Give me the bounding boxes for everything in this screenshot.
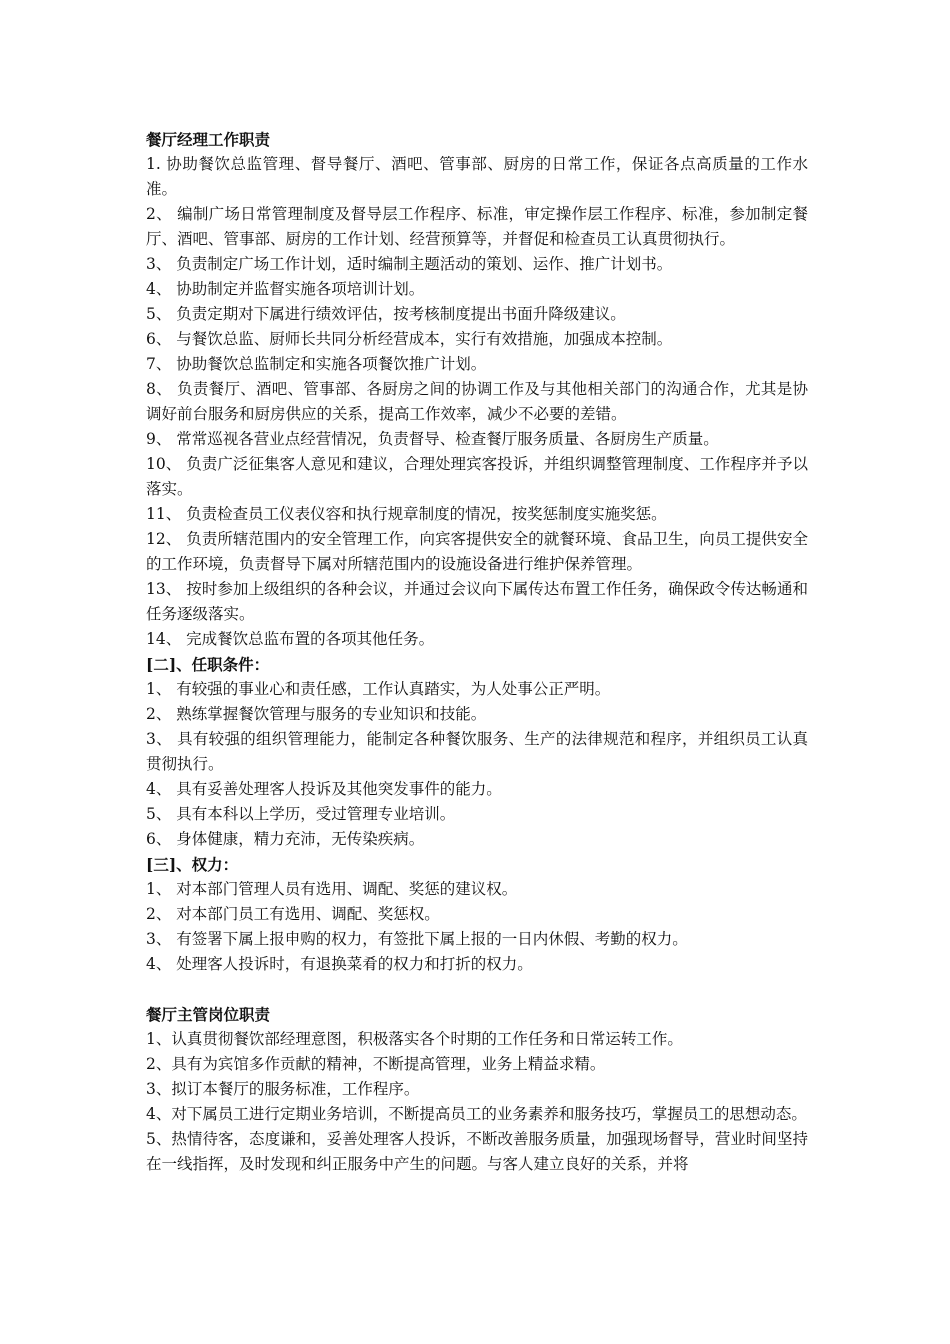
- list-item: 11、 负责检查员工仪表仪容和执行规章制度的情况，按奖惩制度实施奖惩。: [146, 505, 667, 523]
- list-item: 1、 有较强的事业心和责任感，工作认真踏实，为人处事公正严明。: [146, 680, 611, 698]
- section-title-authority: [三]、权力：: [146, 855, 239, 874]
- list-item: 12、 负责所辖范围内的安全管理工作，向宾客提供安全的就餐环境、食品卫生，向员工提供安全的工作环境，负责督导下属对所辖范围内的设施设备进行维护保养管理。: [146, 530, 808, 573]
- list-item: 5、热情待客，态度谦和，妥善处理客人投诉，不断改善服务质量，加强现场督导，营业时间坚持在一线指挥，及时发现和纠正服务中产生的问题。与客人建立良好的关系，并将: [146, 1130, 808, 1173]
- list-item: 1. 协助餐饮总监管理、督导餐厅、酒吧、管事部、厨房的日常工作，保证各点高质量的工作水准。: [146, 155, 808, 198]
- list-item: 6、 身体健康，精力充沛，无传染疾病。: [146, 830, 425, 848]
- list-item: 5、 负责定期对下属进行绩效评估，按考核制度提出书面升降级建议。: [146, 305, 626, 323]
- list-item: 8、 负责餐厅、酒吧、管事部、各厨房之间的协调工作及与其他相关部门的沟通合作，尤其是协调好前台服务和厨房供应的关系，提高工作效率，减少不必要的差错。: [146, 380, 808, 423]
- section-title-supervisor-duties: 餐厅主管岗位职责: [146, 1005, 271, 1024]
- list-item: 2、 对本部门员工有选用、调配、奖惩权。: [146, 905, 440, 923]
- list-item: 5、 具有本科以上学历，受过管理专业培训。: [146, 805, 456, 823]
- list-item: 10、 负责广泛征集客人意见和建议，合理处理宾客投诉，并组织调整管理制度、工作程序并予以落实。: [146, 455, 808, 498]
- list-item: 3、 负责制定广场工作计划，适时编制主题活动的策划、运作、推广计划书。: [146, 255, 673, 273]
- list-item: 2、具有为宾馆多作贡献的精神，不断提高管理，业务上精益求精。: [146, 1055, 606, 1073]
- section-title-manager-duties: 餐厅经理工作职责: [146, 130, 271, 149]
- list-item: 1、认真贯彻餐饮部经理意图，积极落实各个时期的工作任务和日常运转工作。: [146, 1030, 683, 1048]
- list-item: 4、对下属员工进行定期业务培训，不断提高员工的业务素养和服务技巧，掌握员工的思想动态。: [146, 1105, 807, 1123]
- list-item: 3、 有签署下属上报申购的权力，有签批下属上报的一日内休假、考勤的权力。: [146, 930, 688, 948]
- section-title-qualifications: [二]、任职条件：: [146, 655, 270, 674]
- list-item: 13、 按时参加上级组织的各种会议，并通过会议向下属传达布置工作任务，确保政令传达畅通和任务逐级落实。: [146, 580, 808, 623]
- list-item: 14、 完成餐饮总监布置的各项其他任务。: [146, 630, 435, 648]
- document-page: [146, 127, 808, 1177]
- list-item: 4、 协助制定并监督实施各项培训计划。: [146, 280, 425, 298]
- list-item: 1、 对本部门管理人员有选用、调配、奖惩的建议权。: [146, 880, 518, 898]
- list-item: 9、 常常巡视各营业点经营情况，负责督导、检查餐厅服务质量、各厨房生产质量。: [146, 430, 719, 448]
- list-item: 3、 具有较强的组织管理能力，能制定各种餐饮服务、生产的法律规范和程序，并组织员工认真贯彻执行。: [146, 730, 808, 773]
- list-item: 7、 协助餐饮总监制定和实施各项餐饮推广计划。: [146, 355, 487, 373]
- section-spacer: [146, 977, 808, 1002]
- list-item: 4、 处理客人投诉时，有退换菜肴的权力和打折的权力。: [146, 955, 533, 973]
- list-item: 6、 与餐饮总监、厨师长共同分析经营成本，实行有效措施，加强成本控制。: [146, 330, 673, 348]
- list-item: 2、 编制广场日常管理制度及督导层工作程序、标准，审定操作层工作程序、标准，参加制定餐厅、酒吧、管事部、厨房的工作计划、经营预算等，并督促和检查员工认真贯彻执行。: [146, 205, 808, 248]
- list-item: 4、 具有妥善处理客人投诉及其他突发事件的能力。: [146, 780, 502, 798]
- list-item: 2、 熟练掌握餐饮管理与服务的专业知识和技能。: [146, 705, 487, 723]
- list-item: 3、拟订本餐厅的服务标准，工作程序。: [146, 1080, 420, 1098]
